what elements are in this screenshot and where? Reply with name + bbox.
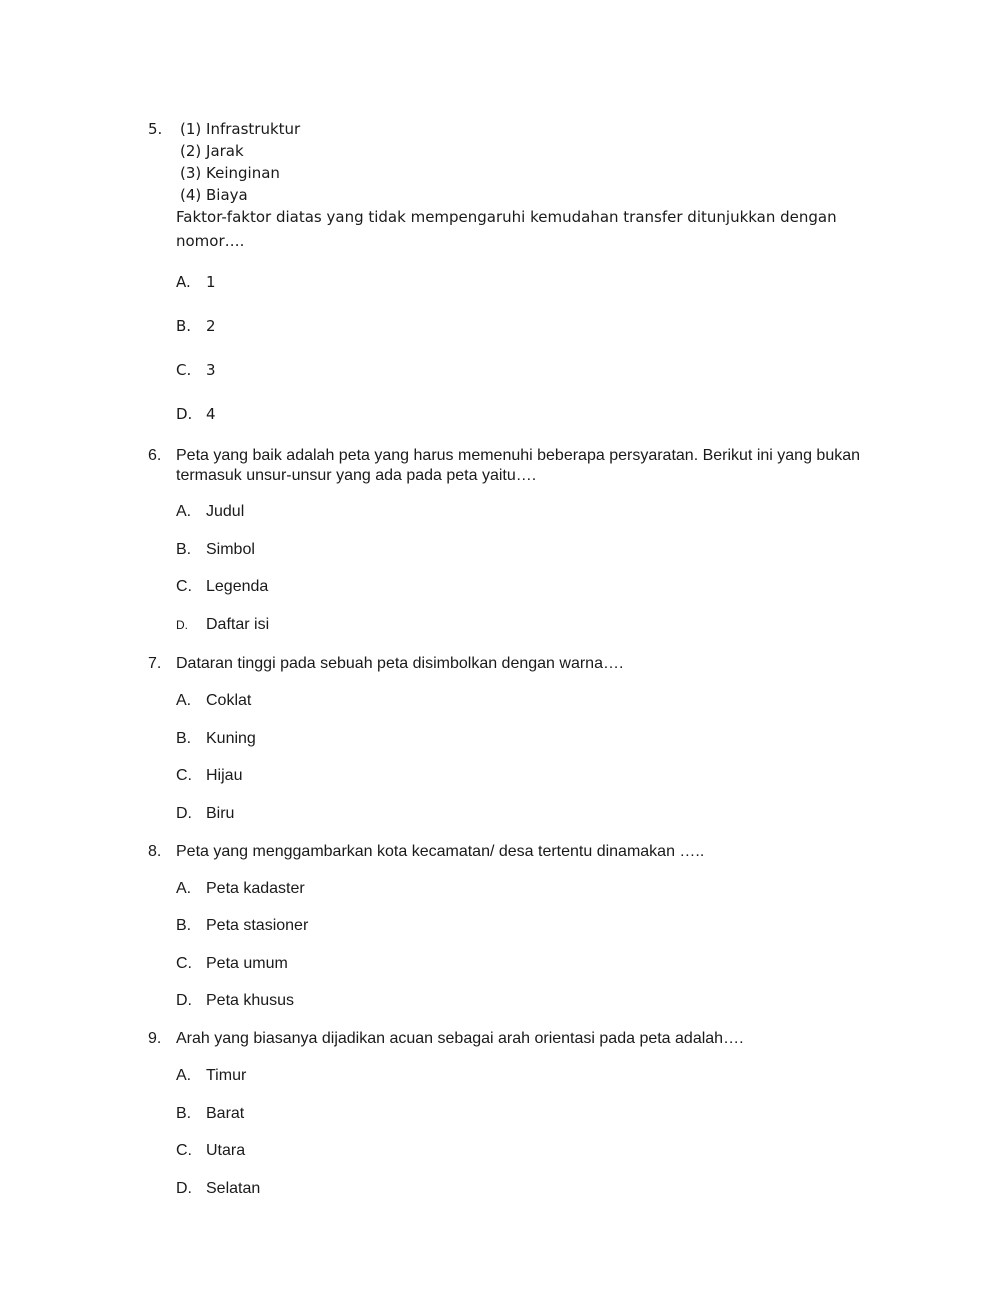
option-d[interactable] [176, 991, 294, 1011]
option-letter: C. [176, 361, 192, 379]
question-9 [148, 1029, 908, 1049]
option-letter: A. [176, 692, 192, 709]
question-8 [148, 842, 908, 862]
option-letter: C. [176, 955, 192, 972]
option-text: Simbol [206, 541, 255, 558]
option-letter: B. [176, 317, 192, 335]
option-d[interactable] [176, 1179, 260, 1199]
option-b[interactable] [176, 1104, 244, 1124]
question-number: 8. [148, 843, 162, 860]
option-b[interactable] [176, 316, 216, 336]
option-letter: D. [176, 618, 188, 632]
option-b[interactable] [176, 916, 308, 936]
option-text: Barat [206, 1105, 245, 1122]
option-letter: B. [176, 730, 192, 747]
question-number: 5. [148, 120, 163, 138]
option-a[interactable] [176, 502, 244, 522]
option-c[interactable] [176, 954, 288, 974]
option-letter: A. [176, 880, 192, 897]
option-a[interactable] [176, 691, 251, 711]
option-text: 3 [206, 361, 216, 379]
question-number: 7. [148, 655, 162, 672]
option-text: Peta umum [206, 955, 288, 972]
option-b[interactable] [176, 729, 256, 749]
stem-line: nomor…. [176, 232, 245, 250]
option-text: Kuning [206, 730, 256, 747]
option-letter: C. [176, 767, 192, 784]
option-text: Legenda [206, 578, 269, 595]
option-letter: D. [176, 992, 192, 1009]
option-b[interactable] [176, 540, 255, 560]
question-stem: Peta yang menggambarkan kota kecamatan/ desa tertentu dinamakan ….. [176, 843, 705, 860]
option-text: Utara [206, 1142, 246, 1159]
option-letter: A. [176, 1067, 192, 1084]
option-letter: B. [176, 541, 192, 558]
option-letter: A. [176, 503, 192, 520]
option-letter: D. [176, 805, 192, 822]
option-c[interactable] [176, 1141, 245, 1161]
option-letter: C. [176, 1142, 192, 1159]
option-text: Peta kadaster [206, 880, 305, 897]
option-a[interactable] [176, 1066, 246, 1086]
question-stem: Dataran tinggi pada sebuah peta disimbolkan dengan warna…. [176, 655, 624, 672]
question-stem [176, 446, 908, 486]
option-text: 1 [206, 273, 216, 291]
option-text: Biru [206, 805, 235, 822]
option-letter: B. [176, 1105, 192, 1122]
list-item: (4) Biaya [180, 186, 248, 204]
option-a[interactable] [176, 879, 305, 899]
option-text: Daftar isi [206, 616, 270, 633]
question-stem: Arah yang biasanya dijadikan acuan sebagai arah orientasi pada peta adalah…. [176, 1030, 744, 1047]
option-c[interactable] [176, 360, 216, 380]
option-letter: C. [176, 578, 192, 595]
question-number: 6. [148, 447, 162, 464]
option-letter: D. [176, 1180, 192, 1197]
option-letter: A. [176, 273, 191, 291]
question-6 [148, 446, 908, 486]
option-letter: B. [176, 917, 192, 934]
list-item: (3) Keinginan [180, 164, 280, 182]
stem-line: Peta yang baik adalah peta yang harus memenuhi beberapa persyaratan. Berikut ini yang bukan [176, 447, 861, 464]
option-c[interactable] [176, 577, 268, 597]
question-7 [148, 654, 908, 674]
list-item: (2) Jarak [180, 142, 244, 160]
option-text: Judul [206, 503, 245, 520]
question-number: 9. [148, 1030, 162, 1047]
option-text: 4 [206, 405, 216, 423]
option-text: Peta stasioner [206, 917, 309, 934]
option-text: Timur [206, 1067, 247, 1084]
option-text: Peta khusus [206, 992, 295, 1009]
option-a[interactable] [176, 272, 216, 292]
list-item: (1) Infrastruktur [180, 120, 301, 138]
option-text: Hijau [206, 767, 243, 784]
option-d[interactable] [176, 404, 216, 424]
option-d[interactable] [176, 804, 234, 824]
question-5 [148, 118, 908, 252]
option-text: Coklat [206, 692, 252, 709]
option-c[interactable] [176, 766, 242, 786]
option-text: Selatan [206, 1180, 261, 1197]
option-letter: D. [176, 405, 193, 423]
question-stem [176, 206, 908, 252]
option-text: 2 [206, 317, 216, 335]
question-items [180, 118, 908, 206]
stem-line: Faktor-faktor diatas yang tidak mempengaruhi kemudahan transfer ditunjukkan dengan [176, 208, 837, 226]
stem-line: termasuk unsur-unsur yang ada pada peta yaitu…. [176, 467, 537, 484]
option-d[interactable] [176, 615, 269, 635]
